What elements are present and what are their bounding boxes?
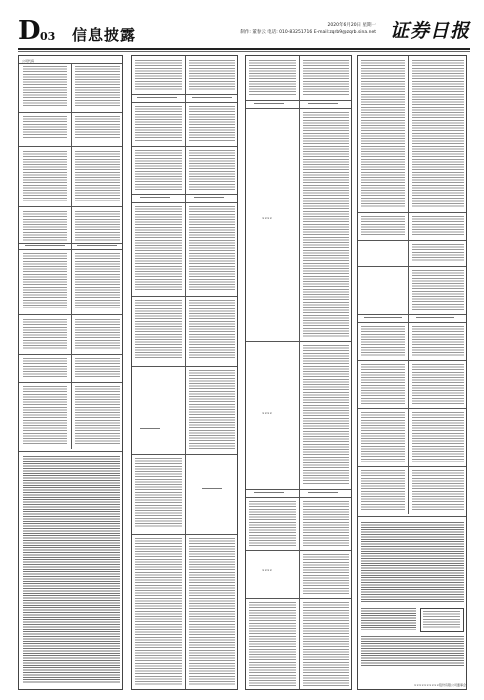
text-block: [135, 106, 182, 141]
text-block: [75, 253, 120, 308]
text-block: [254, 492, 284, 494]
table-row: [358, 322, 466, 323]
table-row: [19, 112, 122, 113]
text-block: [412, 412, 464, 462]
text-block: [23, 386, 67, 446]
column-4-divider: [408, 56, 409, 514]
column-3-divider: [299, 56, 300, 689]
newspaper-logo: 证券日报: [389, 20, 470, 42]
text-block: [303, 345, 349, 485]
column-2-divider: [185, 56, 186, 689]
table-row: [246, 489, 351, 490]
text-block: [75, 211, 120, 241]
text-block: [189, 370, 235, 450]
text-block: [189, 206, 235, 291]
table-row: [358, 240, 466, 241]
column-1-heading: 公司代码: [22, 59, 35, 63]
table-row: [132, 146, 237, 147]
table-row: [132, 296, 237, 297]
column-2: [131, 55, 238, 690]
text-block: [75, 319, 120, 349]
text-block: [189, 300, 235, 360]
text-block: [249, 501, 296, 546]
text-block: [412, 364, 464, 404]
column-1: [18, 55, 123, 690]
row-label: ××××: [262, 216, 273, 220]
text-block: [75, 66, 120, 106]
text-block: [135, 150, 182, 190]
table-row: [19, 354, 122, 355]
text-block: [135, 538, 182, 686]
text-block: [412, 270, 464, 310]
text-block: [23, 319, 67, 349]
text-block: [412, 60, 464, 208]
table-row: [132, 102, 237, 103]
text-block: [23, 151, 67, 201]
text-block: [361, 636, 464, 666]
table-row: [19, 63, 122, 64]
text-block: [361, 470, 405, 510]
section-title: 信息披露: [72, 26, 137, 44]
text-block: [361, 608, 416, 630]
text-block: [23, 211, 67, 241]
text-block: [303, 112, 349, 337]
text-block: [254, 103, 284, 105]
text-block: [189, 106, 235, 141]
mini-table: [420, 608, 464, 632]
table-row: [246, 550, 351, 551]
text-block: [192, 97, 232, 99]
text-block: [423, 611, 460, 628]
text-block: [23, 358, 67, 378]
table-row: [358, 212, 466, 213]
table-row: [358, 266, 466, 267]
table-row: [132, 366, 237, 367]
text-block: [189, 150, 235, 190]
table-row: [19, 451, 122, 452]
text-block: [361, 60, 405, 208]
text-block: [75, 151, 120, 201]
table-row: [19, 206, 122, 207]
text-block: [361, 216, 405, 236]
row-label: ××××: [262, 568, 273, 572]
table-row: [246, 108, 351, 109]
text-block: [303, 554, 349, 594]
table-row: [132, 202, 237, 203]
text-block: [140, 428, 160, 430]
contact-line: 制作: 董春云 电话: 010-83251716 E-mail:zqrb9@zqrb.sina.net: [240, 30, 376, 35]
column-3: [245, 55, 352, 690]
table-row: [19, 382, 122, 383]
text-block: [416, 317, 454, 319]
text-block: [303, 602, 349, 686]
table-row: [358, 408, 466, 409]
text-block: [308, 492, 338, 494]
text-block: [249, 602, 296, 686]
table-row: [132, 534, 237, 535]
text-block: [189, 60, 235, 90]
table-row: [19, 314, 122, 315]
text-block: [303, 60, 349, 96]
text-block: [23, 66, 67, 106]
text-block: [361, 364, 405, 404]
text-block: [189, 538, 235, 686]
text-block: [364, 317, 402, 319]
text-block: [361, 326, 405, 356]
row-label: ××××: [262, 411, 273, 415]
text-block: [308, 103, 338, 105]
column-1-divider: [71, 63, 72, 449]
table-row: [19, 249, 122, 250]
table-row: [246, 497, 351, 498]
table-row: [358, 466, 466, 467]
table-row: [132, 454, 237, 455]
text-block: [135, 60, 182, 90]
text-block: [361, 522, 464, 602]
section-number: 03: [40, 30, 56, 43]
text-block: [412, 244, 464, 262]
table-row: [19, 243, 122, 244]
text-block: [23, 253, 67, 308]
text-block: [23, 456, 120, 684]
text-block: [249, 60, 296, 96]
text-block: [194, 197, 224, 199]
text-block: [75, 386, 120, 446]
text-block: [135, 458, 182, 528]
column-4: [357, 55, 467, 690]
header-rule: [18, 48, 470, 50]
header-rule-thin: [18, 51, 470, 52]
table-row: [132, 94, 237, 95]
table-row: [132, 194, 237, 195]
text-block: [361, 412, 405, 462]
section-letter: D: [18, 16, 40, 46]
page-header: [10, 16, 474, 46]
table-row: [246, 100, 351, 101]
table-row: [358, 314, 466, 315]
table-row: [358, 360, 466, 361]
table-row: [19, 146, 122, 147]
text-block: [135, 206, 182, 291]
text-block: [412, 470, 464, 510]
text-block: [77, 245, 117, 247]
text-block: [412, 326, 464, 356]
table-row: [246, 598, 351, 599]
text-block: [140, 197, 170, 199]
text-block: [75, 358, 120, 378]
date-line: 2020年6月20日 星期一: [327, 23, 376, 28]
text-block: [303, 501, 349, 546]
header-meta: [240, 22, 376, 36]
text-block: [23, 116, 67, 138]
text-block: [202, 488, 222, 490]
text-block: [137, 97, 177, 99]
text-block: [135, 300, 182, 360]
text-block: [25, 245, 65, 247]
text-block: [412, 216, 464, 236]
table-row: [246, 341, 351, 342]
table-row: [358, 516, 466, 517]
signature-footer: ××××××××××股份有限公司董事会: [413, 683, 466, 687]
text-block: [75, 116, 120, 138]
